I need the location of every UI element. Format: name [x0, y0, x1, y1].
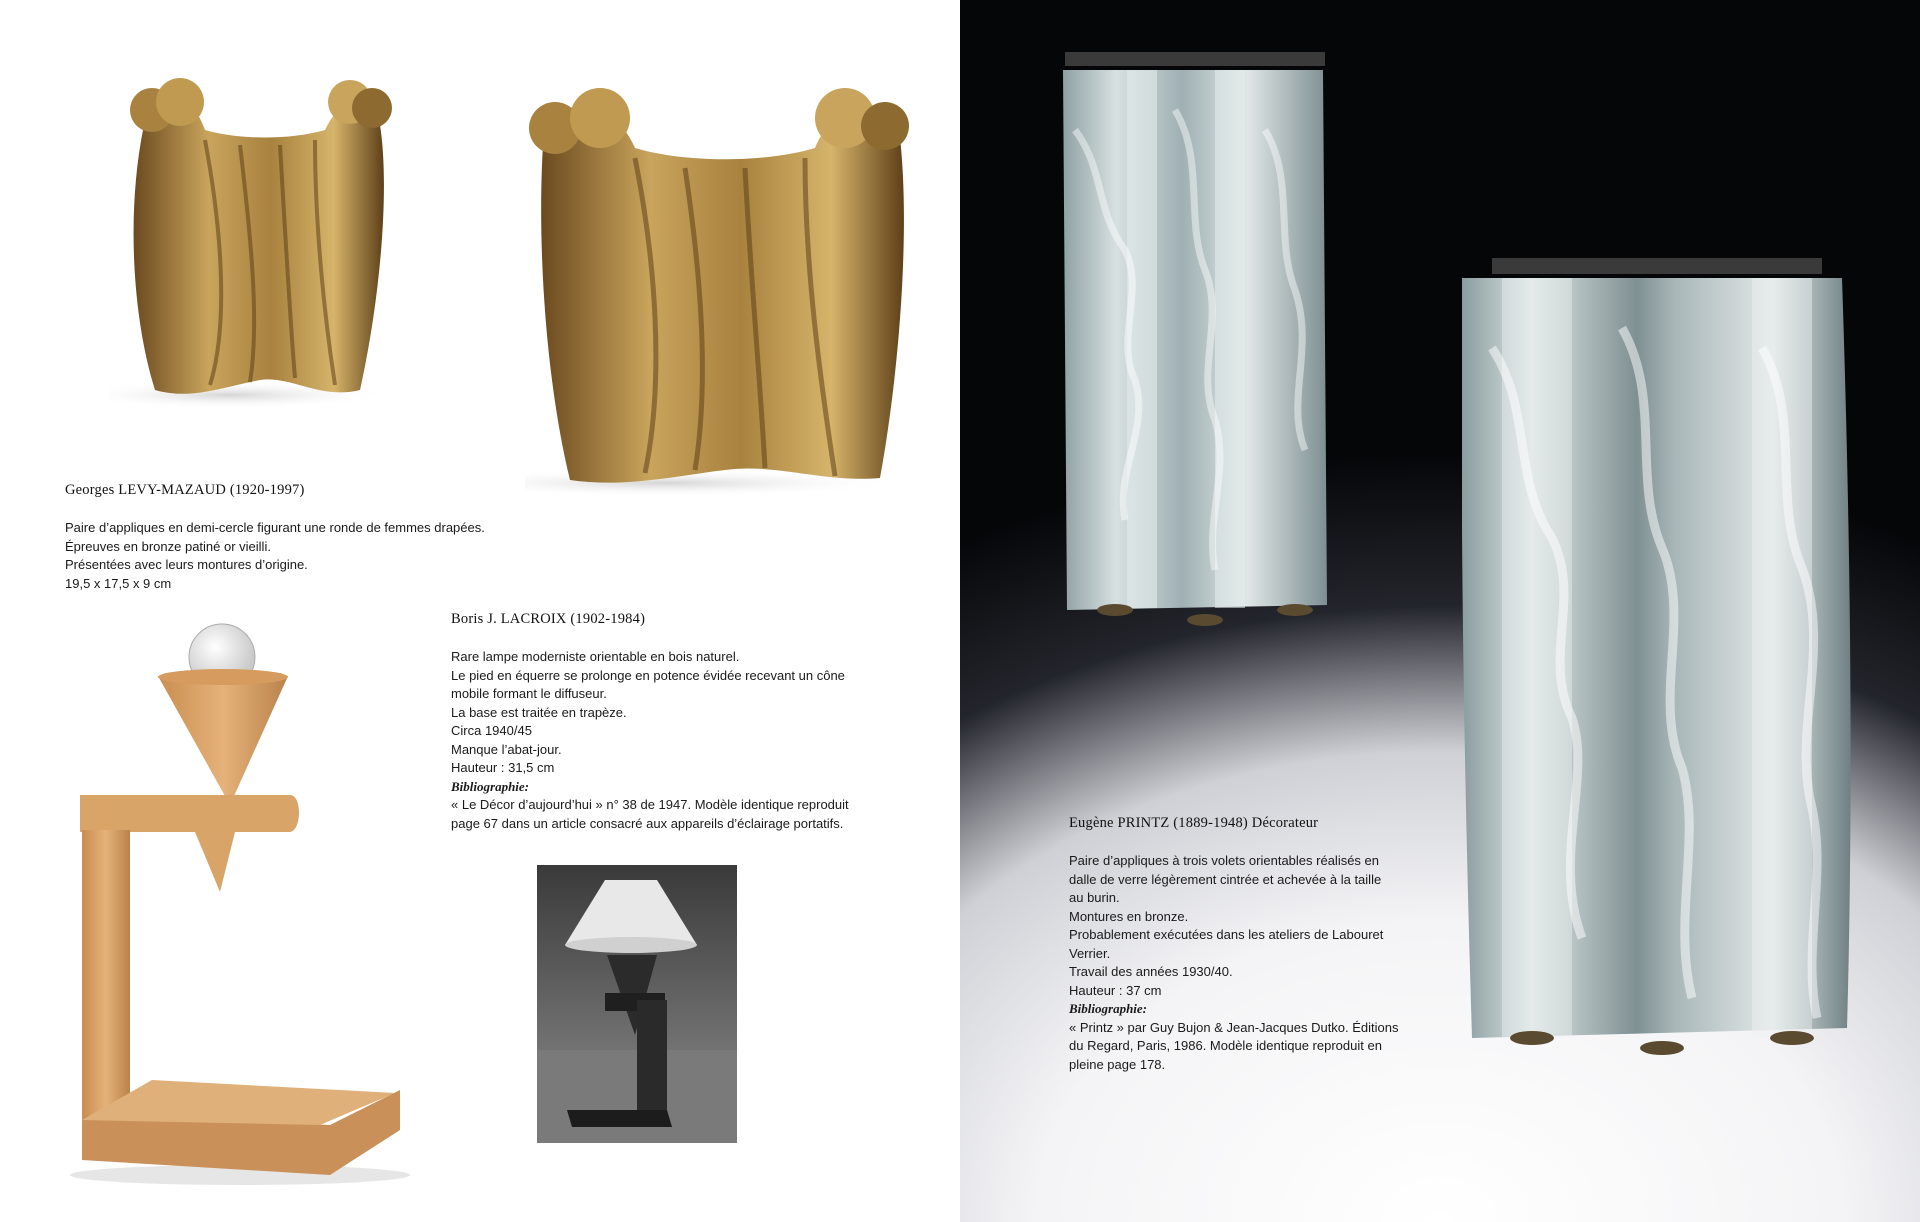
archive-photo-lamp-image [537, 865, 737, 1143]
lot3-description [1069, 852, 1399, 1074]
lot3-bibliography-label: Bibliographie: [1069, 1001, 1148, 1016]
lot1-line: 19,5 x 17,5 x 9 cm [65, 575, 172, 591]
glass-sconce-back-image [1055, 50, 1345, 630]
lot2-line: Le pied en équerre se prolonge en potence évidée recevant un cône [451, 667, 845, 683]
lot1-description [65, 519, 485, 593]
bronze-sconce-small-image [110, 70, 410, 410]
lot2-line: Rare lampe moderniste orientable en bois naturel. [451, 649, 740, 664]
lot1-line: Présentées avec leurs montures d’origine. [65, 557, 308, 572]
bronze-sconce-large-image [525, 78, 925, 498]
lot2-bibliography-line: « Le Décor d’aujourd’hui » n° 38 de 1947. Modèle identique reproduit [451, 797, 849, 812]
lot3-line: Verrier. [1069, 945, 1111, 961]
lot2-artist: Boris J. LACROIX (1902-1984) [451, 611, 646, 627]
lot2-bibliography-line: page 67 dans un article consacré aux appareils d’éclairage portatifs. [451, 815, 844, 831]
lot3-bibliography-line: « Printz » par Guy Bujon & Jean-Jacques Dutko. Éditions [1069, 1019, 1399, 1035]
lot3-line: Travail des années 1930/40. [1069, 964, 1233, 979]
lot3-line: dalle de verre légèrement cintrée et achevée à la taille [1069, 871, 1382, 887]
lot2-line: Manque l’abat-jour. [451, 741, 562, 757]
wooden-lamp-image [70, 620, 410, 1190]
lot3-line: Probablement exécutées dans les ateliers de Labouret [1069, 927, 1384, 942]
lot2-line: mobile formant le diffuseur. [451, 686, 607, 701]
lot2-line: Hauteur : 31,5 cm [451, 760, 555, 775]
lot3-line: au burin. [1069, 890, 1120, 905]
lot2-description [451, 648, 849, 833]
lot3-line: Hauteur : 37 cm [1069, 982, 1162, 998]
lot3-bibliography-line: du Regard, Paris, 1986. Modèle identique reproduit en [1069, 1038, 1382, 1053]
lot3-artist: Eugène PRINTZ (1889-1948) Décorateur [1069, 815, 1319, 831]
lot3-line: Paire d’appliques à trois volets orientables réalisés en [1069, 853, 1380, 868]
glass-sconce-front-image [1462, 258, 1862, 1058]
lot2-line: La base est traitée en trapèze. [451, 704, 627, 720]
lot2-bibliography-label: Bibliographie: [451, 778, 530, 794]
lot1-artist: Georges LEVY-MAZAUD (1920-1997) [65, 482, 305, 498]
right-page [960, 0, 1920, 1222]
lot3-line: Montures en bronze. [1069, 908, 1189, 924]
lot1-line: Épreuves en bronze patiné or vieilli. [65, 538, 271, 554]
lot1-line: Paire d’appliques en demi-cercle figurant une ronde de femmes drapées. [65, 520, 485, 535]
lot2-line: Circa 1940/45 [451, 723, 532, 738]
lot3-bibliography-line: pleine page 178. [1069, 1056, 1166, 1072]
